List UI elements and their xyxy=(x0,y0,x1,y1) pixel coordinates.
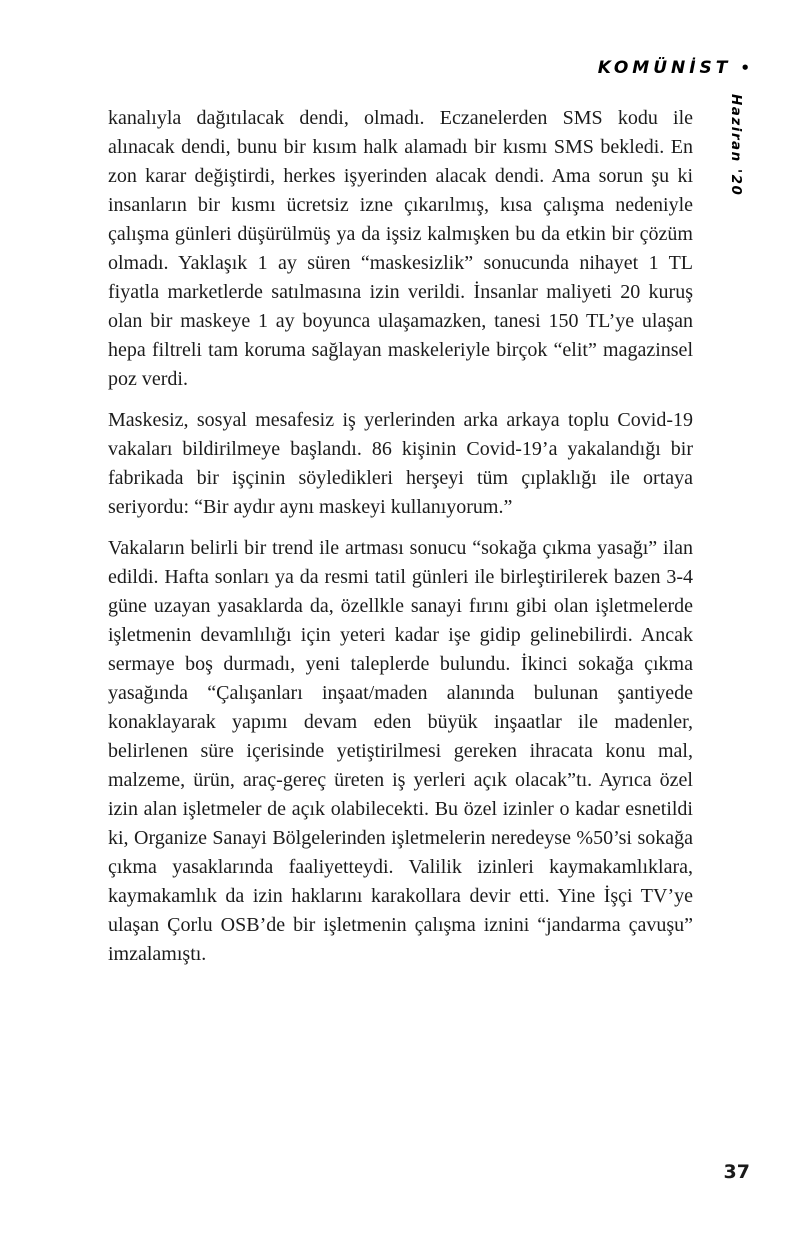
issue-date-vertical: Haziran '20 xyxy=(728,94,744,197)
magazine-title: KOMÜNİST xyxy=(597,58,732,78)
paragraph-3: Vakaların belirli bir trend ile artması sonucu “sokağa çıkma yasağı” ilan edildi. Hafta sonları ya da resmi tatil günleri ile birleştirilerek bazen 3-4 güne uzayan yasaklarda da, özellkle sanayi fırını gibi olan işletmelerde işletmenin devamlılığı için yeteri kadar işe gidip gelinebilirdi. Ancak sermaye boş durmadı, yeni taleplerde bulundu. İkinci sokağa çıkma yasağında “Çalışanları inşaat/maden alanında bulunan şantiyede konaklayarak yapımı devam eden büyük inşaatlar ile madenler, belirlenen süre içerisinde yetiştirilmesi gereken ihracata konu mal, malzeme, ürün, araç-gereç üreten iş yerleri açık olacak”tı. Ayrıca özel izin alan işletmeler de açık olabilecekti. Bu özel izinler o kadar esnetildi ki, Organize Sanayi Bölgelerinden işletmelerin neredeyse %50’si sokağa çıkma yasaklarında faaliyetteydi. Valilik izinleri kaymakamlıklara, kaymakamlık da izin haklarını karakollara devir etti. Yine İşçi TV’ye ulaşan Çorlu OSB’de bir işletmenin çalışma iznini “jandarma çavuşu” imzalamıştı. xyxy=(108,537,693,965)
paragraph-1: kanalıyla dağıtılacak dendi, olmadı. Eczanelerden SMS kodu ile alınacak dendi, bunu bir kısım halk alamadı bir kısmı SMS bekledi. En zon karar değiştirdi, herkes işyerinden alacak dendi. Ama sorun şu ki insanların bir kısmı ücretsiz izne çıkarılmış, kısa çalışma nedeniyle çalışma günleri düşürülmüş ya da işsiz kalmışken bu da etkin bir çözüm olmadı. Yaklaşık 1 ay süren “maskesizlik” sonucunda nihayet 1 TL fiyatla marketlerde satılmasına izin verildi. İnsanlar maliyeti 20 kuruş olan bir maskeye 1 ay boyunca ulaşamazken, tanesi 150 TL’ye ulaşan hepa filtreli tam koruma sağlayan maskeleriyle birçok “elit” magazinsel poz verdi. xyxy=(108,107,693,390)
page-header xyxy=(598,58,750,78)
article-body xyxy=(108,104,693,981)
title-bullet-icon: • xyxy=(740,59,750,77)
page-number: 37 xyxy=(723,1161,750,1183)
paragraph-2: Maskesiz, sosyal mesafesiz iş yerlerinden arka arkaya toplu Covid-19 vakaları bildirilmeye başlandı. 86 kişinin Covid-19’a yakalandığı bir fabrikada bir işçinin söyledikleri herşeyi tüm çıplaklığı ile ortaya seriyordu: “Bir aydır aynı maskeyi kullanıyorum.” xyxy=(108,409,693,518)
